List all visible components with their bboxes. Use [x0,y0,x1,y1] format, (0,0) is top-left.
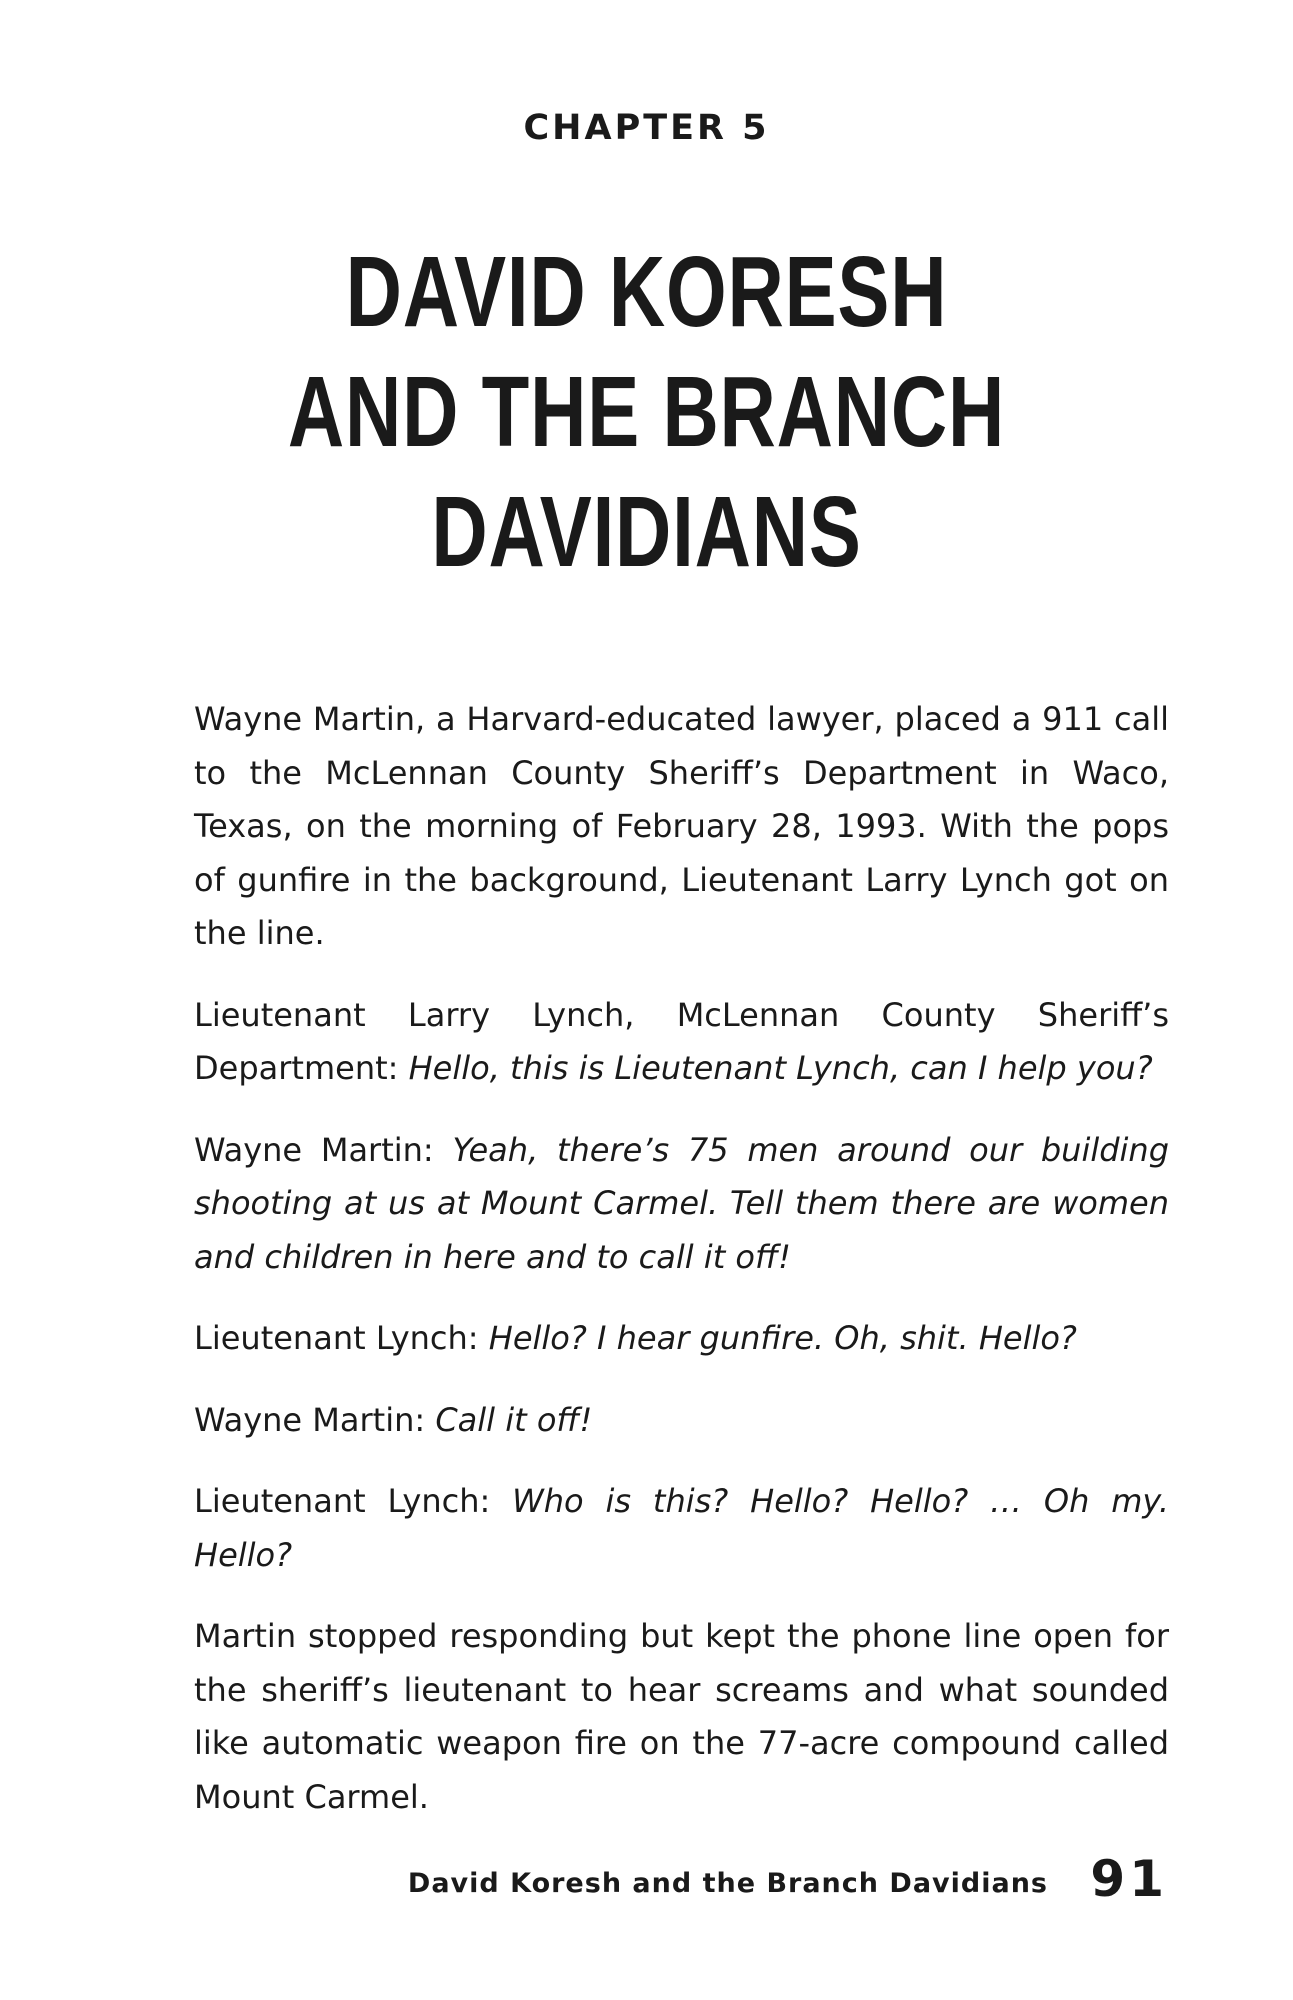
chapter-title-line: AND THE BRANCH [287,356,1006,468]
dialogue-paragraph [194,1475,1169,1582]
dialogue-paragraph [194,989,1169,1096]
running-title: David Koresh and the Branch Davidians [407,1868,1048,1899]
speech-text: Call it off! [435,1400,593,1439]
page-footer [0,1850,1293,1910]
chapter-title-line: DAVIDIANS [431,476,862,588]
speaker-label: Lieutenant Lynch: [194,1319,479,1357]
chapter-title [142,232,1151,592]
intro-paragraph: Wayne Martin, a Harvard-educated lawyer, placed a 911 call to the McLennan County Sheriff’s Department in Waco, Texas, on the morning of February 28, 1993. With the pops of gunfire in the background, Lieutenant Larry Lynch got on the line. [194,700,1169,952]
speaker-label: Lieutenant Larry Lynch, McLennan County Sheriff’s Department: [194,995,1169,1087]
speech-text: Hello? I hear gunfire. Oh, shit. Hello? [488,1319,1077,1357]
speech-text: Hello, this is Lieutenant Lynch, can I help you? [408,1049,1153,1087]
speech-text: Who is this? Hello? Hello? … Oh my. Hello? [194,1482,1170,1574]
outro-paragraph: Martin stopped responding but kept the phone line open for the sheriff’s lieutenant to hear screams and what sounded like automatic weapon fire on the 77-acre compound called Mount Carmel. [194,1617,1169,1816]
body-text [194,693,1169,1852]
chapter-title-line: DAVID KORESH [345,236,948,348]
dialogue-paragraph [194,1124,1169,1285]
speaker-label: Wayne Martin: [194,1130,434,1169]
speaker-label: Lieutenant Lynch: [194,1482,491,1520]
dialogue-paragraph [194,1312,1169,1366]
dialogue-paragraph [194,1394,1169,1448]
page-number: 91 [1090,1850,1168,1908]
speaker-label: Wayne Martin: [194,1400,426,1439]
chapter-label: CHAPTER 5 [523,108,770,148]
speech-text: Yeah, there’s 75 men around our building shooting at us at Mount Carmel. Tell them there are women and children in here and to call it off! [194,1130,1170,1276]
